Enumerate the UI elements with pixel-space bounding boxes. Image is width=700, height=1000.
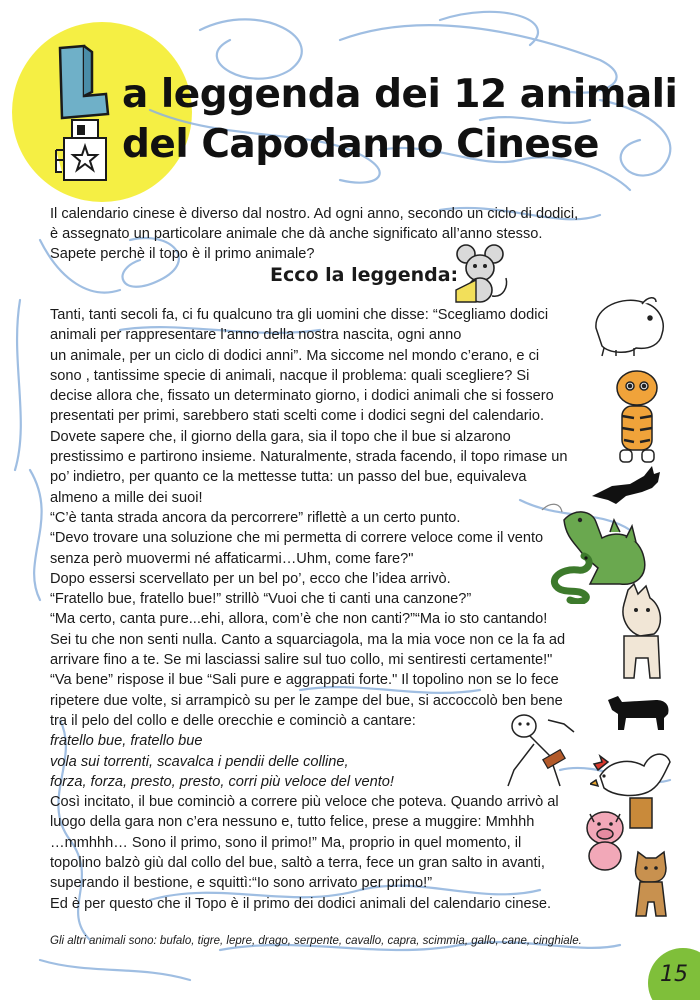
intro-paragraph (50, 204, 668, 264)
monkey-icon (504, 710, 578, 790)
dropcap-l-icon (48, 42, 128, 182)
story-line: un animale, per un ciclo di dodici anni”. Ma siccome nel mondo c’erano, e ci (50, 347, 540, 364)
story-line: ripetere due volte, si arrampicò su per le zampe del bue, si accoccolò ben bene (50, 692, 563, 709)
story-line: Dopo essersi scervellato per un bel po’, ecco che l’idea arrivò. (50, 570, 451, 587)
story-line: …mmhhh… Sono il primo, sono il primo!” Ma, proprio in quel momento, il (50, 834, 522, 851)
story-line: Dovete sapere che, il giorno della gara, sia il topo che il bue si alzarono (50, 428, 511, 445)
page-title (122, 70, 682, 170)
story-line: arrivare fino a te. Se mi lasciassi salire sul tuo collo, mi sentiresti certamente!" (50, 652, 553, 669)
story-line: decise allora che, fissato un determinato giorno, i dodici animali che si fossero (50, 388, 554, 405)
title-line-1: a leggenda dei 12 animali (122, 72, 678, 117)
dog-icon (626, 846, 676, 918)
story-line: “C’è tanta strada ancora da percorrere” riflettè a un certo punto. (50, 509, 461, 526)
intro-line: Sapete perchè il topo è il primo animale? (50, 246, 315, 262)
story-line: luogo della gara non c’era nessuno e, tutto felice, prese a muggire: Mmhhh (50, 814, 535, 831)
horse-icon (610, 582, 672, 686)
story-line: Tanti, tanti secoli fa, ci fu qualcuno tra gli uomini che disse: “Scegliamo dodici (50, 307, 549, 323)
story-line: sono , tantissime specie di animali, nacque il problema: quali scegliere? Si (50, 367, 530, 384)
story-line: Sei tu che non senti nulla. Canto a squarciagola, ma la mia voce non ce la fa ad (50, 631, 566, 648)
story-text (50, 305, 610, 914)
intro-line: Il calendario cinese è diverso dal nostro. Ad ogni anno, secondo un ciclo di dodici, (50, 206, 579, 222)
title-line-2: del Capodanno Cinese (122, 122, 599, 167)
story-line: tra il pelo del collo e delle orecchie e cominciò a cantare: (50, 712, 416, 729)
tiger-icon (604, 366, 670, 466)
story-line: po’ indietro, per quanto ce la mettesse tutta: un passo del bue, equivaleva (50, 469, 527, 486)
intro-line: è assegnato un particolare animale che dà anche significato all’anno stesso. (50, 226, 543, 242)
story-line: topolino balzò giù dal collo del bue, saltò a terra, fece un gran salto in avanti, (50, 855, 545, 872)
story-line: superando il bestione, e squittì:“Io sono arrivato per primo!” (50, 875, 433, 892)
story-line: animali per rappresentare l’anno della nostra nascita, ogni anno (50, 327, 462, 344)
story-line: senza però muovermi né affaticarmi…Uhm, come fare?" (50, 550, 414, 567)
song-line: forza, forza, presto, presto, corri più veloce del vento! (50, 773, 394, 790)
pig-icon (580, 808, 630, 872)
story-line: presentati per primi, sarebbero stati scelti come i dodici segni del calendario. (50, 408, 544, 425)
story-line: “Va bene” rispose il bue “Sali pure e aggrappati forte." Il topolino non se lo fece (50, 672, 559, 689)
story-line: “Ma certo, canta pure...ehi, allora, com’è che non canti?”“Ma io sto cantando! (50, 611, 548, 628)
story-line: prestissimo e partirono insieme. Naturalmente, strada facendo, il topo rimase un (50, 449, 568, 466)
song-line: vola sui torrenti, scavalca i pendii delle colline, (50, 753, 349, 770)
mouse-icon (448, 240, 512, 306)
story-line: Ed è per questo che il Topo è il primo dei dodici animali del calendario cinese. (50, 895, 552, 912)
goat-icon (604, 692, 672, 732)
song-line: fratello bue, fratello bue (50, 733, 203, 750)
story-line: “Devo trovare una soluzione che mi permetta di correre veloce come il vento (50, 530, 544, 547)
subheading: Ecco la leggenda: (270, 264, 459, 286)
page-number: 15 (660, 962, 688, 987)
snake-icon (540, 548, 596, 604)
buffalo-icon (590, 292, 670, 358)
story-line: almeno a mille dei suoi! (50, 489, 203, 506)
story-line: “Fratello bue, fratello bue!” strillò “Vuoi che ti canti una canzone?” (50, 591, 472, 608)
footer-note: Gli altri animali sono: bufalo, tigre, lepre, drago, serpente, cavallo, capra, scimmia, gallo, cane, cinghiale. (50, 935, 582, 947)
page-number-badge (648, 948, 700, 1000)
story-line: Così incitato, il bue cominciò a correre più veloce che poteva. Quando arrivò al (50, 794, 559, 811)
